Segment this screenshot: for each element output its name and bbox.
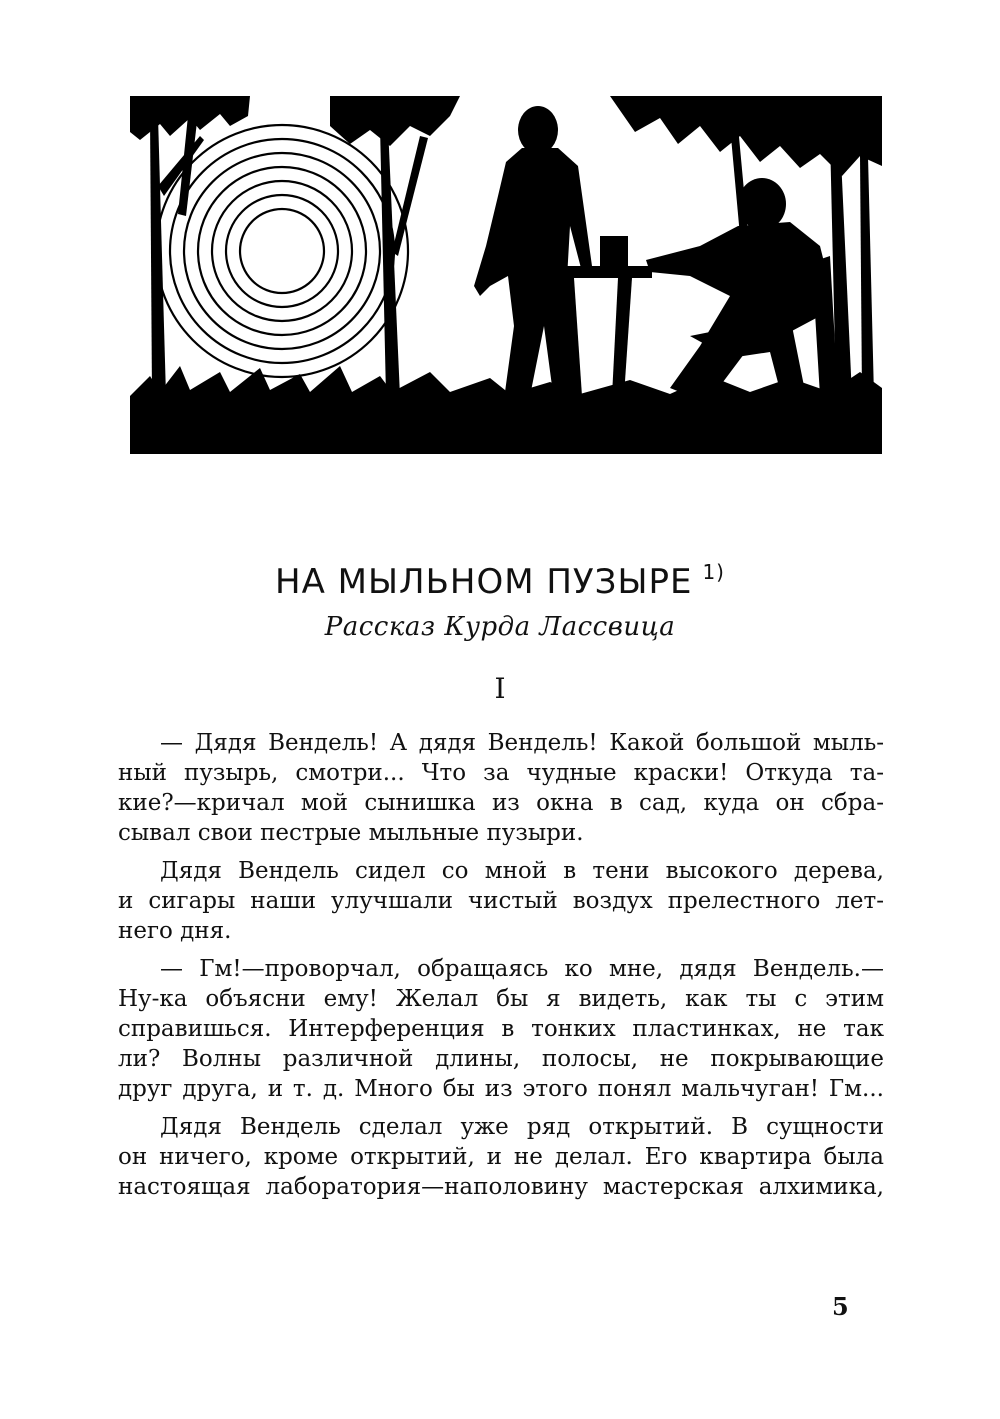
text-line: — Дядя Вендель! А дядя Вендель! Какой большой мыль-: [160, 730, 884, 756]
text-line: настоящая лаборатория—наполовину мастерская алхимика,: [118, 1174, 884, 1200]
text-line: Дядя Вендель сделал уже ряд открытий. В сущности: [160, 1114, 884, 1140]
footnote-mark: 1): [702, 560, 725, 584]
text-line: ный пузырь, смотри... Что за чудные краски! Откуда та-: [118, 760, 884, 786]
story-title-text: НА МЫЛЬНОМ ПУЗЫРЕ: [275, 562, 693, 602]
text-line: он ничего, кроме открытий, и не делал. Его квартира была: [118, 1144, 884, 1170]
illustration-svg: [130, 96, 882, 454]
text-line: ли? Волны различной длины, полосы, не покрывающие: [118, 1046, 884, 1072]
text-line: справишься. Интерференция в тонких пластинках, не так: [118, 1016, 884, 1042]
text-line: и сигары наши улучшали чистый воздух прелестного лет-: [118, 888, 884, 914]
text-line: Ну-ка объясни ему! Желал бы я видеть, как ты с этим: [118, 986, 884, 1012]
silhouette-illustration: [130, 96, 882, 454]
text-line: кие?—кричал мой сынишка из окна в сад, куда он сбра-: [118, 790, 884, 816]
story-title: [0, 560, 1000, 602]
text-line: сывал свои пестрые мыльные пузыри.: [118, 820, 584, 846]
text-line: — Гм!—проворчал, обращаясь ко мне, дядя Вендель.—: [160, 956, 884, 982]
story-subtitle: Рассказ Курда Лассвица: [324, 612, 676, 642]
page-number: 5: [832, 1292, 849, 1321]
text-line: друг друга, и т. д. Много бы из этого понял мальчуган! Гм...: [118, 1076, 884, 1102]
chapter-number: I: [494, 672, 506, 705]
text-line: него дня.: [118, 918, 232, 944]
body-text: [118, 728, 884, 1202]
text-line: Дядя Вендель сидел со мной в тени высокого дерева,: [160, 858, 884, 884]
